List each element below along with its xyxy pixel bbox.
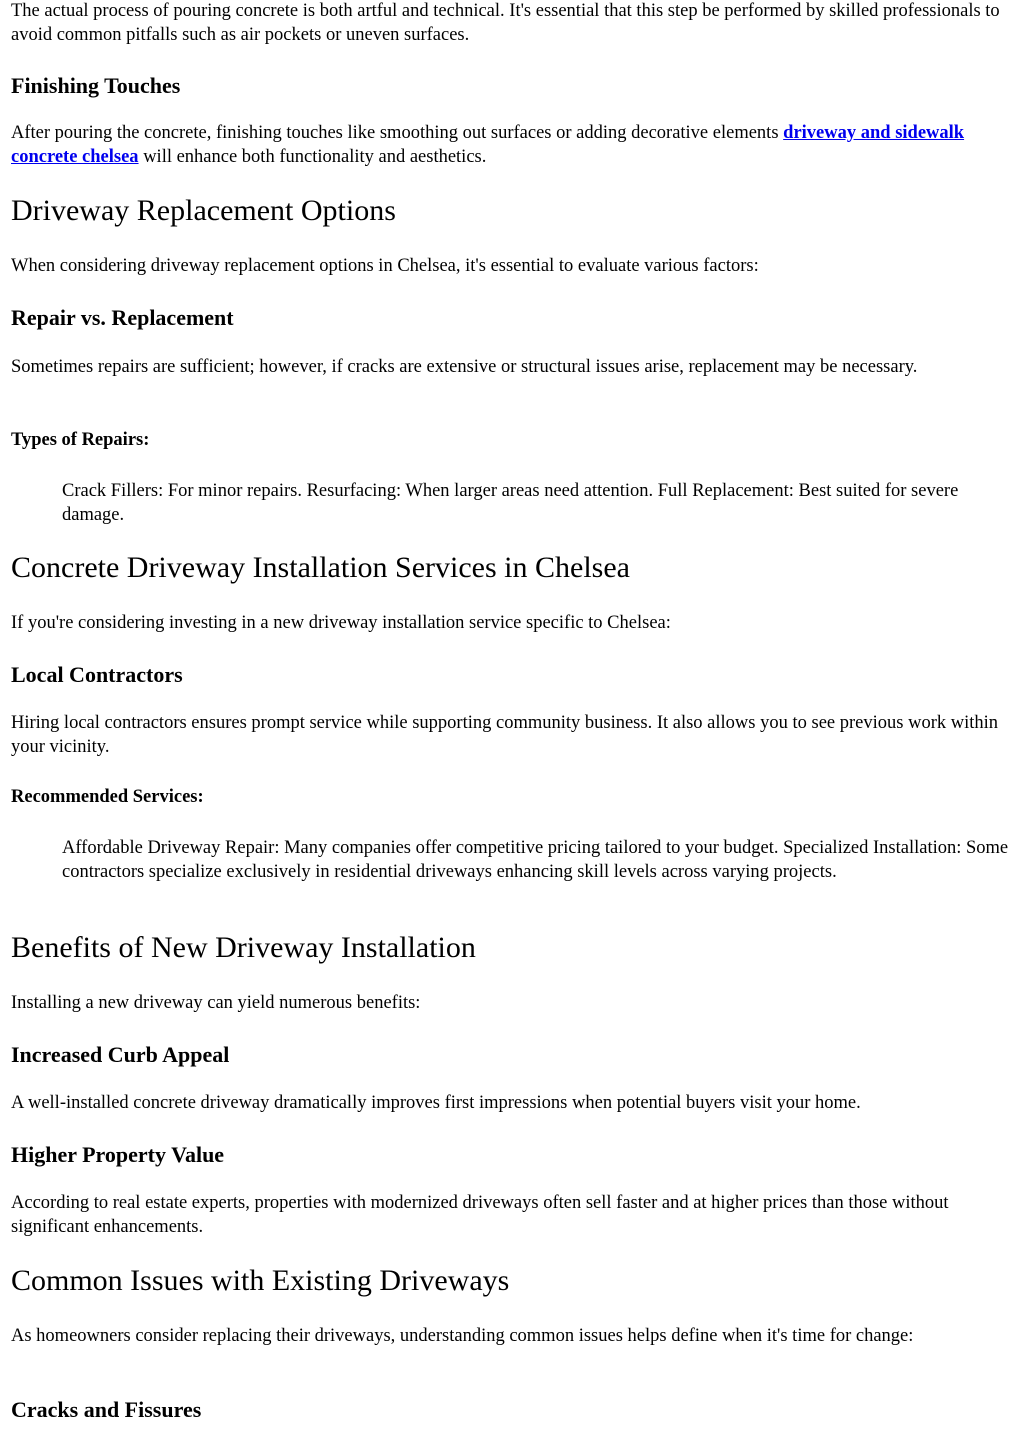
driveway-replacement-heading: Driveway Replacement Options bbox=[11, 194, 396, 227]
installation-services-heading: Concrete Driveway Installation Services in Chelsea bbox=[11, 551, 630, 584]
property-value-paragraph: According to real estate experts, properties with modernized driveways often sell faster and at higher prices than those without significant enhancements. bbox=[11, 1193, 949, 1237]
repair-vs-replacement-heading: Repair vs. Replacement bbox=[11, 305, 234, 330]
recommended-services-heading: Recommended Services: bbox=[11, 787, 204, 807]
finishing-text-after-link: will enhance both functionality and aesthetics. bbox=[138, 146, 487, 167]
cracks-fissures-heading: Cracks and Fissures bbox=[11, 1397, 202, 1422]
finishing-touches-paragraph bbox=[11, 122, 1012, 169]
pouring-paragraph: The actual process of pouring concrete is both artful and technical. It's essential that this step be performed by skilled professionals to avoid common pitfalls such as air pockets or uneven surfaces. bbox=[11, 1, 1000, 45]
curb-appeal-heading: Increased Curb Appeal bbox=[11, 1042, 230, 1067]
types-of-repairs-heading: Types of Repairs: bbox=[11, 430, 150, 450]
property-value-heading: Higher Property Value bbox=[11, 1142, 225, 1167]
benefits-intro-paragraph: Installing a new driveway can yield numerous benefits: bbox=[11, 993, 421, 1013]
curb-appeal-paragraph: A well-installed concrete driveway dramatically improves first impressions when potential buyers visit your home. bbox=[11, 1093, 861, 1113]
finishing-touches-heading: Finishing Touches bbox=[11, 73, 181, 98]
local-contractors-heading: Local Contractors bbox=[11, 662, 183, 687]
driveway-sidewalk-concrete-link[interactable]: driveway and sidewalk concrete chelsea bbox=[11, 123, 965, 167]
installation-intro-paragraph: If you're considering investing in a new driveway installation service specific to Chelsea: bbox=[11, 613, 671, 633]
common-issues-heading: Common Issues with Existing Driveways bbox=[11, 1264, 510, 1297]
local-contractors-paragraph: Hiring local contractors ensures prompt service while supporting community business. It also allows you to see previous work within your vicinity. bbox=[11, 713, 999, 757]
common-issues-intro-paragraph: As homeowners consider replacing their driveways, understanding common issues helps define when it's time for change: bbox=[11, 1326, 914, 1346]
benefits-heading: Benefits of New Driveway Installation bbox=[11, 931, 476, 964]
recommended-services-list: Affordable Driveway Repair: Many companies offer competitive pricing tailored to your budget. Specialized Installation: Some contractors specialize exclusively in residential driveways enhancing skill levels across varying projects. bbox=[62, 838, 1009, 882]
types-of-repairs-list: Crack Fillers: For minor repairs. Resurfacing: When larger areas need attention. Full Replacement: Best suited for severe damage. bbox=[62, 481, 959, 525]
finishing-text-before-link: After pouring the concrete, finishing touches like smoothing out surfaces or adding decorative elements bbox=[11, 123, 784, 143]
repair-vs-replacement-paragraph: Sometimes repairs are sufficient; however, if cracks are extensive or structural issues arise, replacement may be necessary. bbox=[11, 357, 918, 377]
replacement-intro-paragraph: When considering driveway replacement options in Chelsea, it's essential to evaluate various factors: bbox=[11, 256, 759, 276]
